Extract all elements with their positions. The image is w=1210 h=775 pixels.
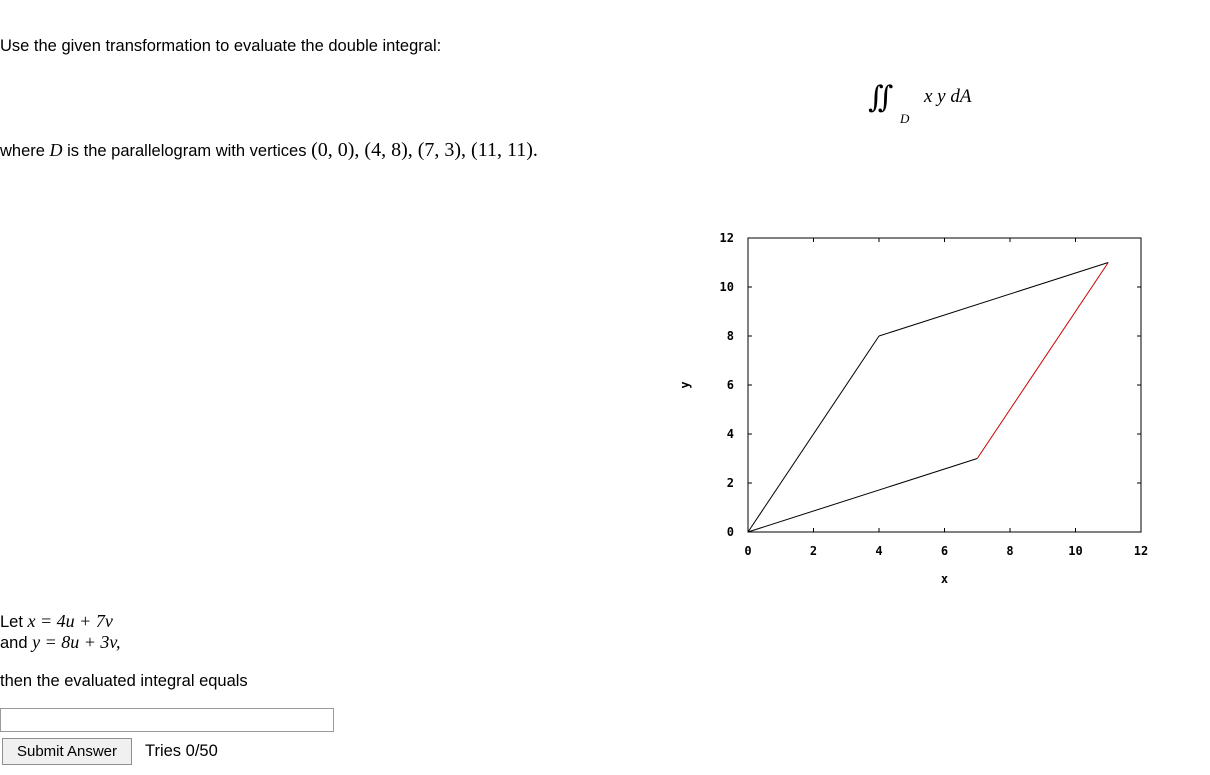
- integrand: x y dA: [924, 86, 972, 107]
- region-name: D: [49, 140, 63, 160]
- parallelogram-plot: [665, 220, 1165, 595]
- x-tick-label: 8: [1006, 544, 1014, 558]
- x-tick-label: 0: [744, 544, 752, 558]
- y-tick-label: 4: [726, 427, 734, 441]
- submit-answer-button[interactable]: Submit Answer: [2, 738, 132, 765]
- region-description: [0, 140, 538, 161]
- y-equation: y = 8u + 3v,: [32, 632, 121, 652]
- vertices: (0, 0), (4, 8), (7, 3), (11, 11).: [311, 139, 538, 161]
- x-tick-label: 10: [1068, 544, 1083, 558]
- tries-counter: Tries 0/50: [145, 742, 218, 760]
- x-tick-label: 4: [875, 544, 883, 558]
- where-prefix: where: [0, 142, 45, 160]
- x-axis-label: x: [940, 572, 949, 586]
- y-tick-label: 6: [726, 378, 734, 392]
- answer-prompt: then the evaluated integral equals: [0, 672, 248, 690]
- edge-origin-to-7-3: [748, 459, 977, 533]
- x-tick-label: 6: [940, 544, 949, 558]
- where-middle: is the parallelogram with vertices: [67, 142, 307, 160]
- edge-7-3-to-11-11: [977, 263, 1108, 459]
- edge-4-8-to-11-11: [879, 263, 1108, 337]
- integral-region: D: [900, 111, 910, 126]
- plot-frame: [748, 238, 1141, 532]
- edge-origin-to-4-8: [748, 336, 879, 532]
- and-prefix: and: [0, 634, 28, 652]
- y-tick-label: 10: [719, 280, 734, 294]
- double-integral-symbol: ∫∫: [868, 80, 888, 115]
- plot-labels: [678, 231, 1148, 586]
- y-axis-label: y: [678, 381, 692, 389]
- answer-input[interactable]: [0, 708, 334, 732]
- double-integral: [868, 78, 972, 126]
- x-tick-label: 12: [1133, 544, 1149, 558]
- x-tick-label: 2: [809, 544, 818, 558]
- x-equation: x = 4u + 7v: [27, 611, 113, 631]
- plot-series: [748, 263, 1108, 533]
- transformation-x: [0, 611, 113, 632]
- problem-intro: Use the given transformation to evaluate the double integral:: [0, 37, 442, 55]
- y-tick-label: 12: [719, 231, 734, 245]
- y-tick-label: 0: [726, 525, 734, 539]
- let-prefix: Let: [0, 613, 23, 631]
- y-tick-label: 8: [726, 329, 734, 343]
- plot-axes: [748, 238, 1141, 532]
- plot-ticks: [748, 238, 1141, 532]
- transformation-y: [0, 632, 121, 653]
- y-tick-label: 2: [726, 476, 734, 490]
